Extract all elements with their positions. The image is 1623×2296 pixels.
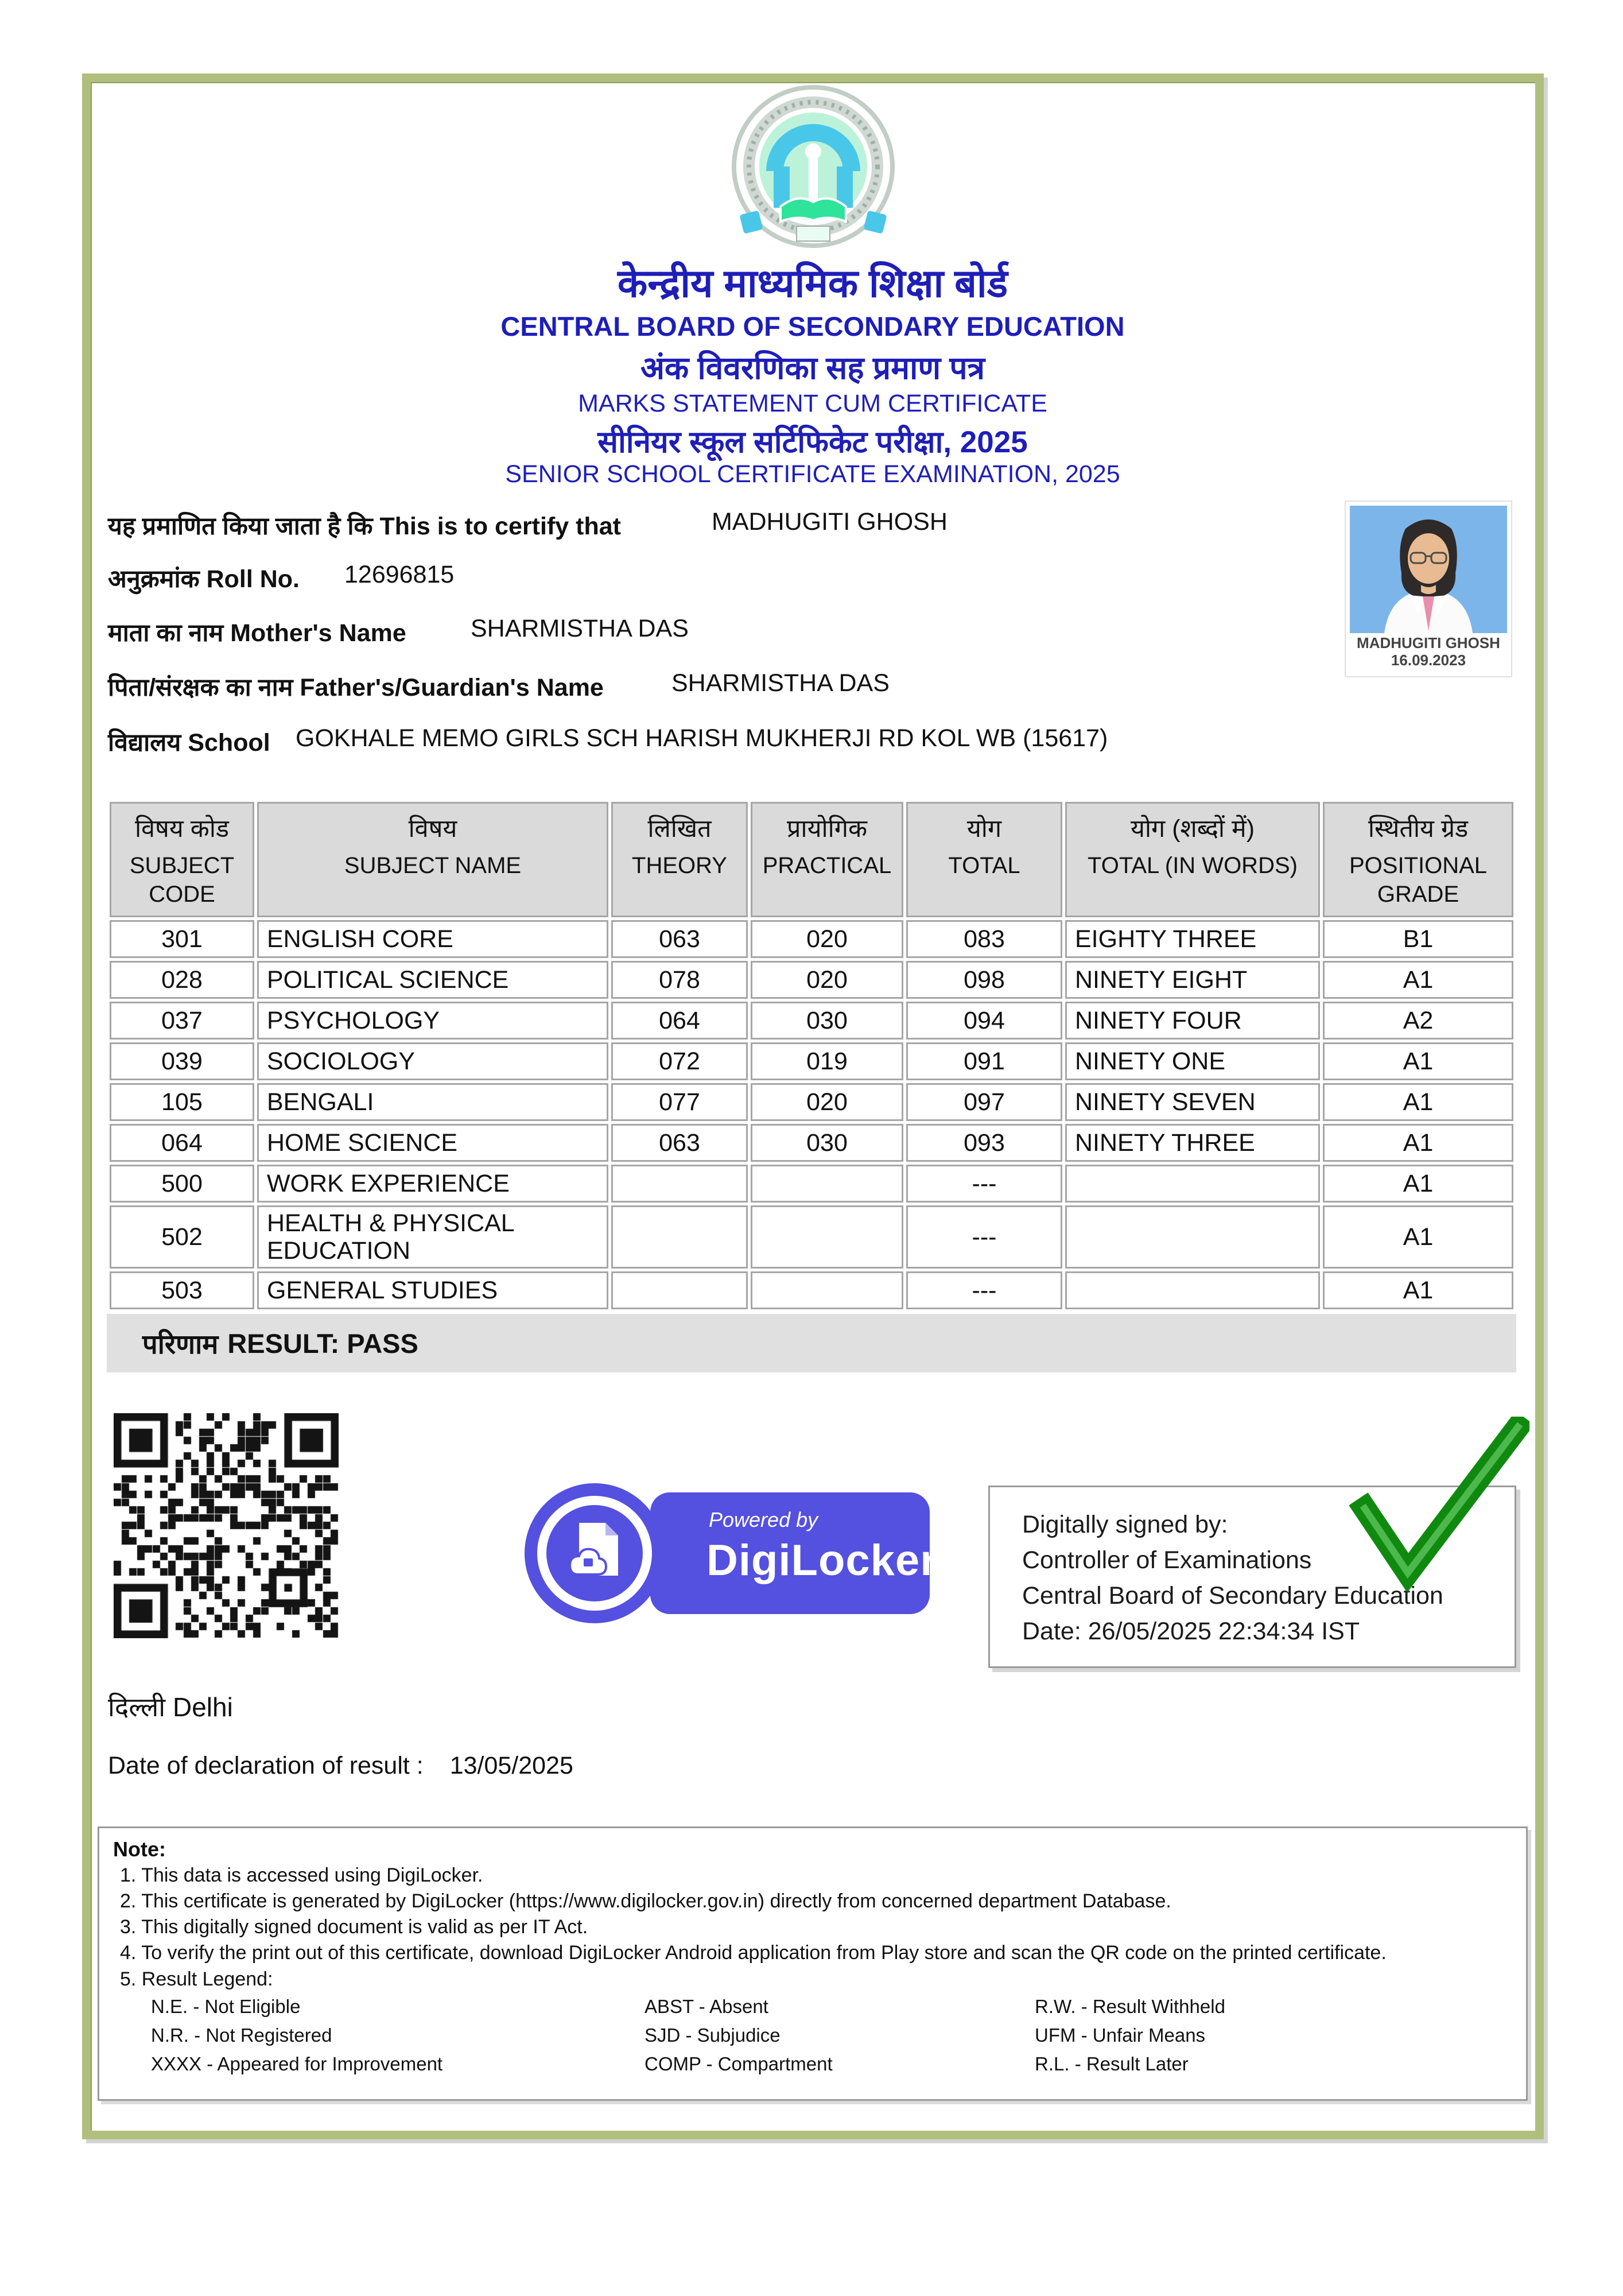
cell-grade: A1: [1323, 1205, 1513, 1269]
school-label-english: School: [188, 729, 270, 757]
cell-practical: 030: [751, 1124, 903, 1162]
marks-column-header: योग TOTAL: [906, 802, 1062, 917]
doc-title-english: MARKS STATEMENT CUM CERTIFICATE: [578, 390, 1047, 417]
student-name-value: MADHUGITI GHOSH: [712, 508, 948, 536]
cell-words: NINETY THREE: [1065, 1124, 1320, 1162]
table-row: [110, 961, 1513, 999]
table-row: [110, 1165, 1513, 1203]
exam-title-english: SENIOR SCHOOL CERTIFICATE EXAMINATION, 2025: [505, 460, 1120, 488]
cell-total: 098: [906, 961, 1062, 999]
note-item: 3. This digitally signed document is valid as per IT Act.: [120, 1916, 588, 1938]
marks-table-header-row: [110, 802, 1513, 917]
signature-line: Date: 26/05/2025 22:34:34 IST: [1022, 1618, 1360, 1645]
place-row: [108, 1689, 233, 1724]
cell-code: 503: [110, 1271, 254, 1309]
result-band: [107, 1314, 1516, 1372]
legend-item: R.L. - Result Later: [1035, 2053, 1189, 2074]
cell-practical: 020: [751, 920, 903, 958]
marks-table-body: [110, 920, 1513, 1309]
cell-name: GENERAL STUDIES: [257, 1271, 608, 1309]
photo-caption-name: MADHUGITI GHOSH: [1357, 634, 1500, 651]
cell-code: 037: [110, 1002, 254, 1040]
marks-column-header: योग (शब्दों में) TOTAL (IN WORDS): [1065, 802, 1320, 917]
cell-grade: A1: [1323, 1042, 1513, 1080]
table-row: [110, 1271, 1513, 1309]
table-row: [110, 1042, 1513, 1080]
school-label-hindi: विद्यालय: [108, 729, 181, 757]
cell-words: NINETY EIGHT: [1065, 961, 1320, 999]
cell-theory: 063: [611, 1124, 748, 1162]
cell-total: ---: [906, 1205, 1062, 1269]
result-label-english: RESULT: PASS: [227, 1328, 418, 1359]
roll-label-english: Roll No.: [206, 565, 300, 593]
cell-theory: [611, 1271, 748, 1309]
photo-caption: [1350, 633, 1507, 670]
cell-total: ---: [906, 1271, 1062, 1309]
cell-practical: 020: [751, 961, 903, 999]
powered-by-label: Powered by: [709, 1508, 818, 1531]
cell-grade: A1: [1323, 1165, 1513, 1203]
cell-code: 301: [110, 920, 254, 958]
digilocker-brand: DigiLocker: [706, 1536, 938, 1585]
cell-grade: A1: [1323, 961, 1513, 999]
mother-label-hindi: माता का नाम: [108, 619, 224, 647]
legend-title: 5. Result Legend:: [120, 1968, 273, 1990]
legend-item: XXXX - Appeared for Improvement: [151, 2053, 443, 2074]
cell-theory: [611, 1165, 748, 1203]
cell-name: ENGLISH CORE: [257, 920, 608, 958]
cell-code: 105: [110, 1083, 254, 1121]
place-hindi: दिल्ली: [108, 1692, 166, 1722]
cell-total: 097: [906, 1083, 1062, 1121]
legend-item: COMP - Compartment: [644, 2053, 833, 2074]
signature-line: Controller of Examinations: [1022, 1546, 1312, 1574]
cell-theory: 063: [611, 920, 748, 958]
cbse-emblem-logo: [730, 85, 896, 254]
cell-name: POLITICAL SCIENCE: [257, 961, 608, 999]
cell-grade: B1: [1323, 920, 1513, 958]
marks-table-section: [107, 799, 1516, 1372]
place-english: Delhi: [172, 1692, 233, 1722]
cell-words: NINETY FOUR: [1065, 1002, 1320, 1040]
table-row: [110, 1002, 1513, 1040]
cell-total: 094: [906, 1002, 1062, 1040]
verified-check-icon: [1331, 1417, 1529, 1592]
roll-label-hindi: अनुक्रमांक: [108, 565, 200, 593]
cell-code: 028: [110, 961, 254, 999]
cell-words: [1065, 1271, 1320, 1309]
qr-code: [114, 1413, 339, 1638]
note-title: Note:: [113, 1837, 166, 1861]
cell-code: 500: [110, 1165, 254, 1203]
marks-table: [107, 799, 1516, 1312]
mother-label-english: Mother's Name: [230, 619, 406, 647]
cell-words: NINETY SEVEN: [1065, 1083, 1320, 1121]
digilocker-badge: [519, 1478, 938, 1628]
cell-name: HOME SCIENCE: [257, 1124, 608, 1162]
cell-name: PSYCHOLOGY: [257, 1002, 608, 1040]
doc-title-hindi: अंक विवरणिका सह प्रमाण पत्र: [640, 350, 985, 386]
cell-total: 083: [906, 920, 1062, 958]
cell-name: BENGALI: [257, 1083, 608, 1121]
cell-words: [1065, 1205, 1320, 1269]
cell-grade: A2: [1323, 1002, 1513, 1040]
cell-name: WORK EXPERIENCE: [257, 1165, 608, 1203]
table-row: [110, 920, 1513, 958]
note-item: 4. To verify the print out of this certificate, download DigiLocker Android application from Play store and scan the QR code on the printed certificate.: [120, 1942, 1387, 1964]
school-name-value: GOKHALE MEMO GIRLS SCH HARISH MUKHERJI RD KOL WB (15617): [296, 724, 1108, 752]
cell-total: 093: [906, 1124, 1062, 1162]
father-label-english: Father's/Guardian's Name: [300, 674, 604, 701]
cell-total: 091: [906, 1042, 1062, 1080]
photo-caption-date: 16.09.2023: [1391, 651, 1466, 669]
legend-item: R.W. - Result Withheld: [1035, 1996, 1225, 2017]
cell-grade: A1: [1323, 1124, 1513, 1162]
declaration-date: 13/05/2025: [449, 1752, 573, 1779]
legend-item: N.E. - Not Eligible: [151, 1996, 301, 2017]
note-item: 1. This data is accessed using DigiLocker.: [120, 1864, 483, 1886]
signature-line: Central Board of Secondary Education: [1022, 1582, 1443, 1609]
cell-total: ---: [906, 1165, 1062, 1203]
roll-number-value: 12696815: [344, 561, 455, 588]
legend-row: [113, 2050, 1512, 2078]
certify-label-hindi: यह प्रमाणित किया जाता है कि: [108, 513, 373, 540]
marks-column-header: विषय SUBJECT NAME: [257, 802, 608, 917]
father-label-hindi: पिता/संरक्षक का नाम: [108, 674, 293, 701]
cbse-emblem-graphic: [730, 85, 896, 254]
note-item: 2. This certificate is generated by DigiLocker (https://www.digilocker.gov.in) directly from concerned department Database.: [120, 1890, 1171, 1912]
legend-item: UFM - Unfair Means: [1035, 2024, 1206, 2046]
cell-theory: 078: [611, 961, 748, 999]
legend-row: [113, 1992, 1512, 2021]
cell-theory: 064: [611, 1002, 748, 1040]
father-row: [108, 669, 1515, 703]
legend-item: N.R. - Not Registered: [151, 2024, 332, 2046]
board-title-hindi: केन्द्रीय माध्यमिक शिक्षा बोर्ड: [618, 262, 1008, 305]
cell-name: HEALTH & PHYSICAL EDUCATION: [257, 1205, 608, 1269]
board-title-english: CENTRAL BOARD OF SECONDARY EDUCATION: [500, 311, 1125, 342]
table-row: [110, 1205, 1513, 1269]
student-photo: [1345, 501, 1512, 677]
legend-grid: [113, 1992, 1512, 2078]
cell-words: [1065, 1165, 1320, 1203]
marks-column-header: विषय कोड SUBJECT CODE: [110, 802, 254, 917]
cell-words: NINETY ONE: [1065, 1042, 1320, 1080]
exam-title-hindi: सीनियर स्कूल सर्टिफिकेट परीक्षा, 2025: [597, 425, 1028, 459]
result-label-hindi: परिणाम: [142, 1329, 219, 1359]
cell-theory: 077: [611, 1083, 748, 1121]
cell-practical: 019: [751, 1042, 903, 1080]
cell-theory: 072: [611, 1042, 748, 1080]
cell-code: 039: [110, 1042, 254, 1080]
legend-item: SJD - Subjudice: [644, 2024, 781, 2046]
certify-label-english: This is to certify that: [379, 513, 621, 540]
mother-row: [108, 615, 1515, 649]
cell-code: 502: [110, 1205, 254, 1269]
cell-practical: [751, 1271, 903, 1309]
marks-column-header: लिखित THEORY: [611, 802, 748, 917]
school-row: [108, 724, 1515, 758]
declaration-label: Date of declaration of result :: [108, 1752, 424, 1779]
cell-code: 064: [110, 1124, 254, 1162]
declaration-row: [108, 1752, 573, 1780]
student-photo-image: [1350, 506, 1507, 633]
certify-row: [108, 508, 1515, 542]
table-row: [110, 1124, 1513, 1162]
signature-line: Digitally signed by:: [1022, 1511, 1228, 1538]
note-box: [98, 1826, 1528, 2101]
table-row: [110, 1083, 1513, 1121]
cell-name: SOCIOLOGY: [257, 1042, 608, 1080]
legend-row: [113, 2021, 1512, 2050]
cell-practical: [751, 1165, 903, 1203]
father-name-value: SHARMISTHA DAS: [671, 669, 890, 697]
cell-words: EIGHTY THREE: [1065, 920, 1320, 958]
digilocker-icon: [519, 1478, 670, 1628]
cell-grade: A1: [1323, 1083, 1513, 1121]
cell-practical: 030: [751, 1002, 903, 1040]
cell-practical: 020: [751, 1083, 903, 1121]
marks-column-header: स्थितीय ग्रेड POSITIONAL GRADE: [1323, 802, 1513, 917]
cell-grade: A1: [1323, 1271, 1513, 1309]
roll-row: [108, 561, 1515, 595]
mother-name-value: SHARMISTHA DAS: [471, 615, 689, 642]
legend-item: ABST - Absent: [644, 1996, 768, 2017]
cell-practical: [751, 1205, 903, 1269]
student-portrait-graphic: [1350, 506, 1507, 633]
note-items: [113, 1863, 1512, 1966]
cell-theory: [611, 1205, 748, 1269]
marks-column-header: प्रायोगिक PRACTICAL: [751, 802, 903, 917]
